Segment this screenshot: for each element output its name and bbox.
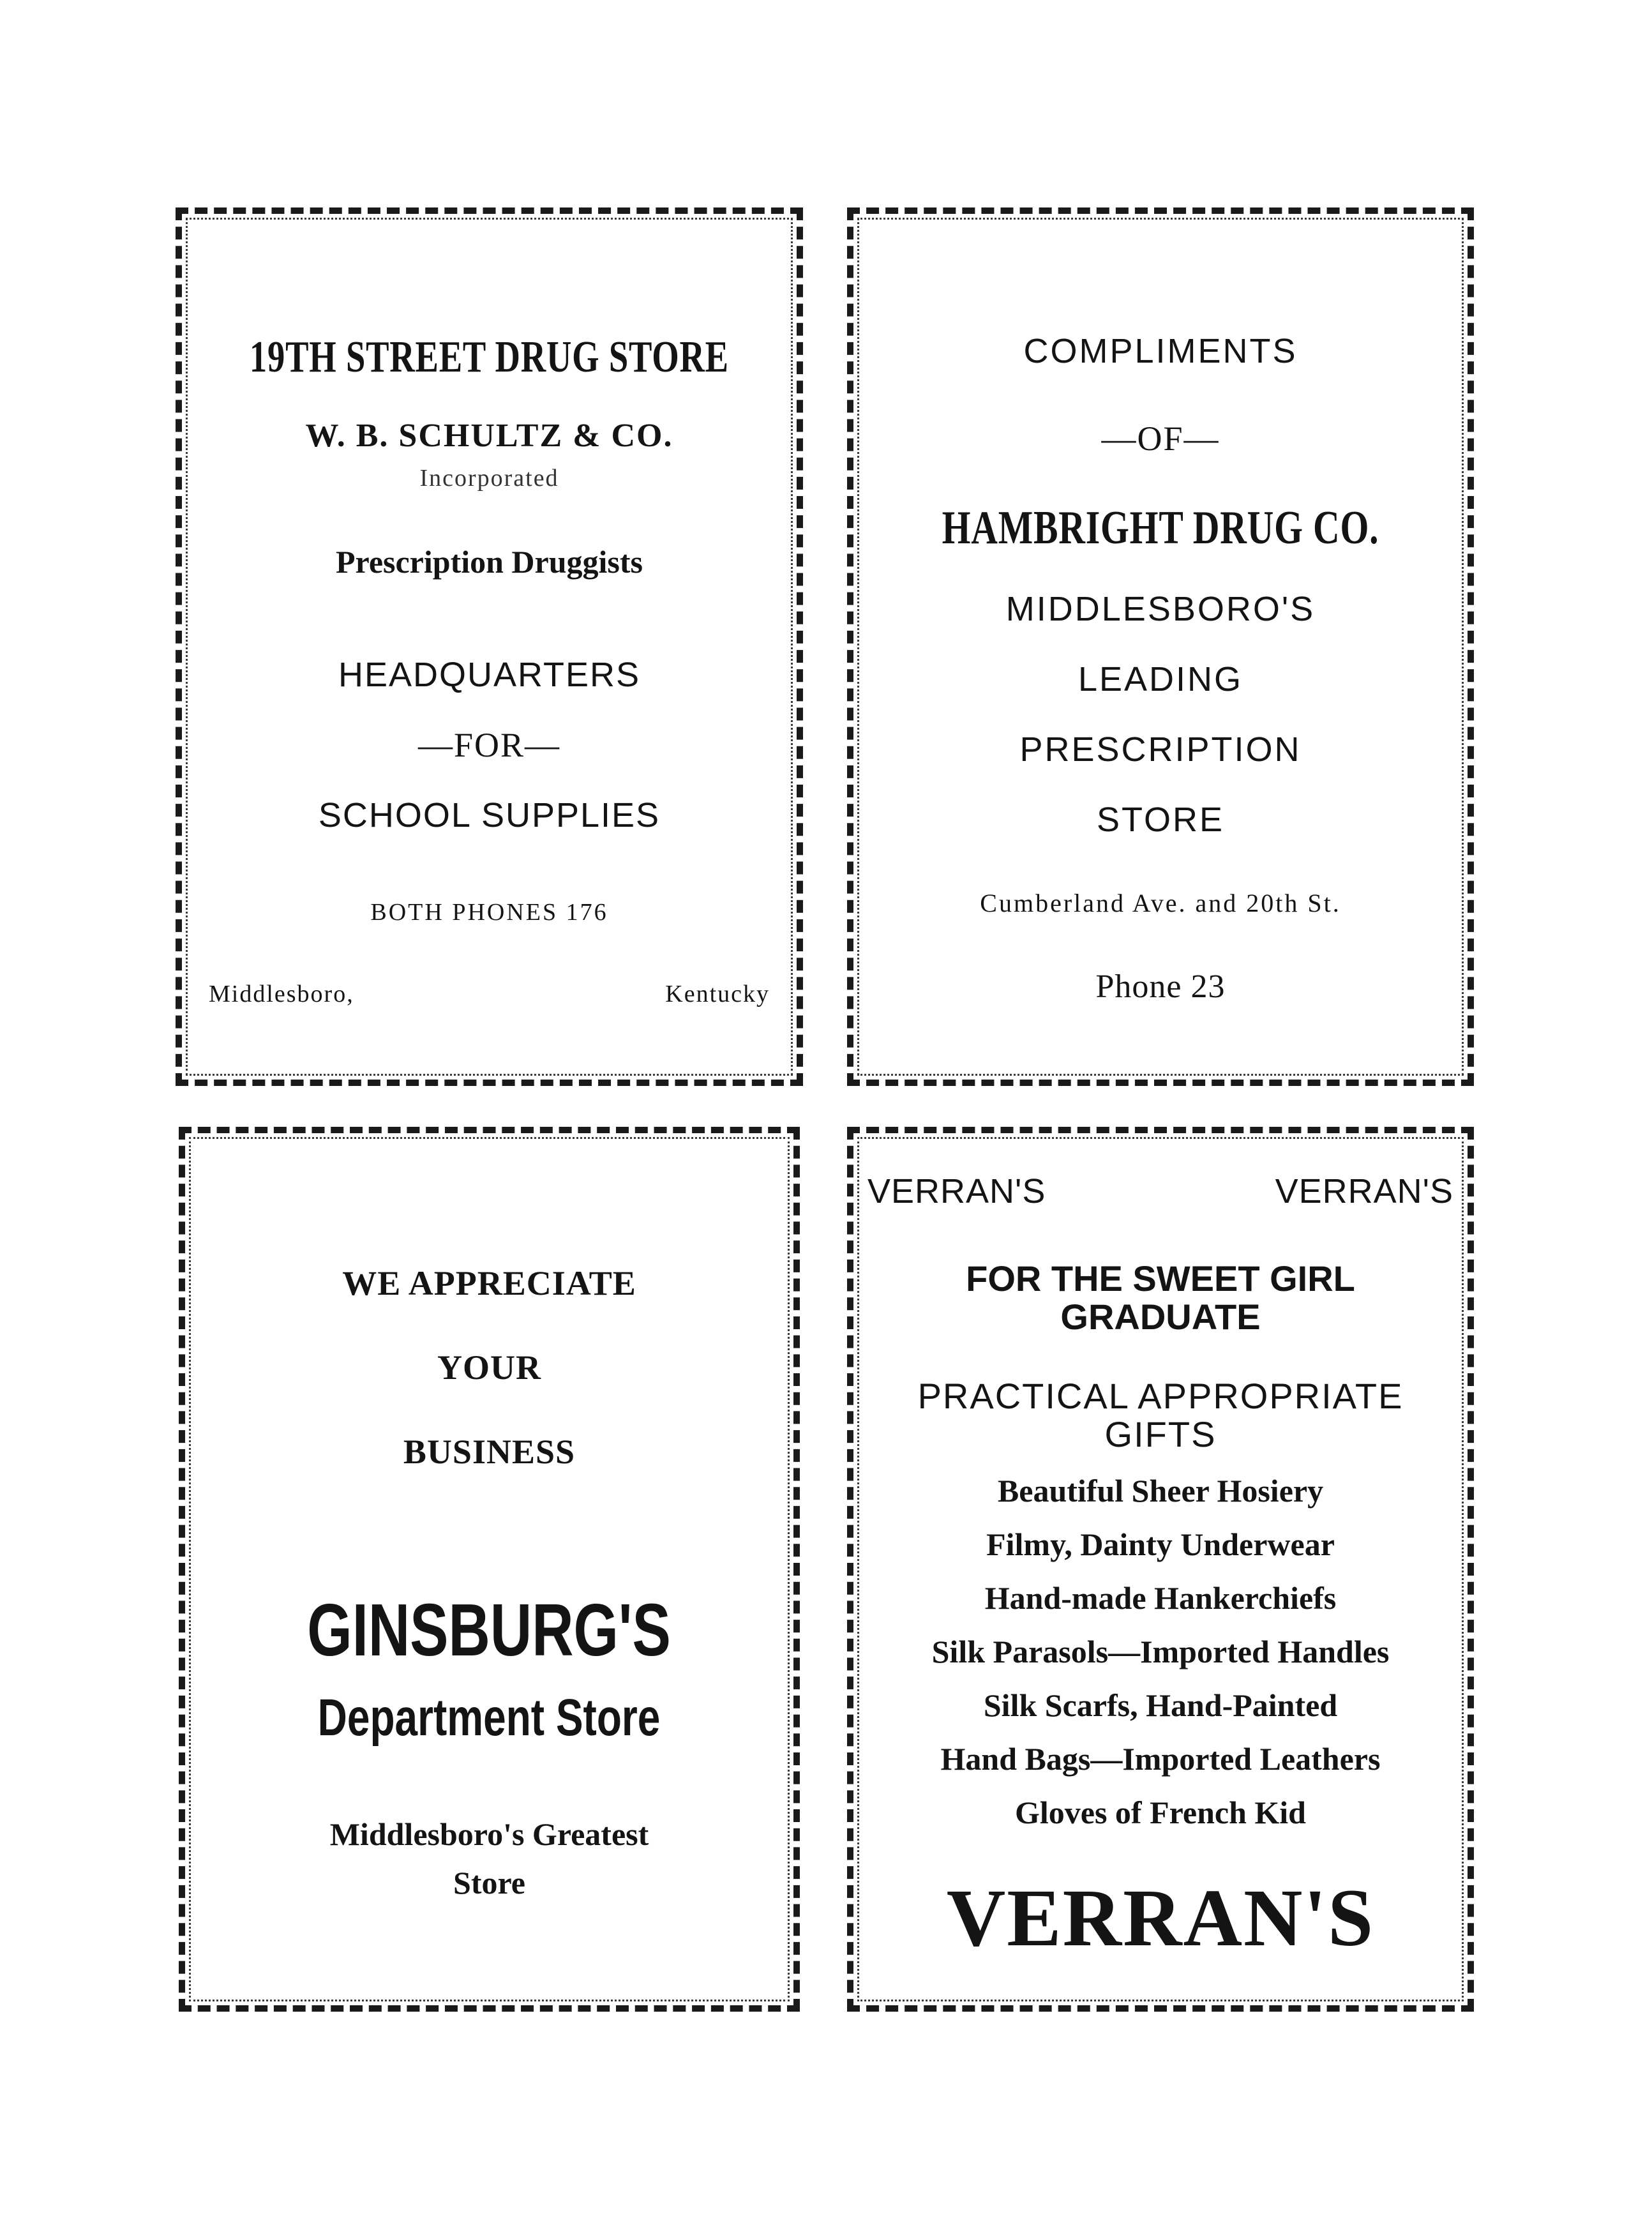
ad1-tagline: Prescription Druggists (336, 544, 643, 580)
ad2-compliments: COMPLIMENTS (1023, 332, 1298, 370)
ad3-store-name: GINSBURG'S (307, 1588, 672, 1671)
ad3-slogan: Middlesboro's Greatest Store (329, 1816, 649, 1901)
ad2-line: LEADING (1078, 660, 1243, 698)
ad1-city: Middlesboro, (209, 981, 354, 1007)
ad1-state: Kentucky (665, 981, 770, 1007)
ad4-brand: VERRAN'S (946, 1872, 1375, 1963)
ad4-top-left-name: VERRAN'S (867, 1172, 1046, 1210)
ad2-line: PRESCRIPTION (1019, 730, 1302, 769)
ad-hambright-drug-co (847, 207, 1474, 1086)
ad1-incorporated: Incorporated (419, 465, 559, 492)
ad4-gift-item: Filmy, Dainty Underwear (986, 1526, 1335, 1562)
ad1-for: —FOR— (417, 726, 561, 764)
ad-19th-street-drug-store (176, 207, 803, 1086)
ad2-address: Cumberland Ave. and 20th St. (980, 889, 1341, 917)
ad4-gift-item: Beautiful Sheer Hosiery (997, 1473, 1324, 1509)
ad2-phone: Phone 23 (1095, 968, 1226, 1005)
ad-ginsburgs-department-store (179, 1127, 800, 2012)
ad4-gift-item: Gloves of French Kid (1014, 1795, 1306, 1830)
ad4-subheading: PRACTICAL APPROPRIATE GIFTS (917, 1376, 1404, 1454)
ad1-headquarters: HEADQUARTERS (338, 656, 641, 694)
ad4-gift-item: Hand-made Hankerchiefs (984, 1580, 1337, 1616)
ad3-subtitle: Department Store (318, 1689, 661, 1747)
ad3-line: YOUR (437, 1348, 541, 1387)
ad2-line: MIDDLESBORO'S (1005, 590, 1316, 628)
ad4-heading: FOR THE SWEET GIRL GRADUATE (966, 1258, 1355, 1337)
ad4-gift-item: Silk Scarfs, Hand-Painted (983, 1687, 1338, 1723)
ad1-title: 19TH STREET DRUG STORE (250, 333, 729, 382)
ad1-school-supplies: SCHOOL SUPPLIES (318, 796, 661, 834)
ad4-top-right-name: VERRAN'S (1275, 1172, 1453, 1210)
ad3-line: WE APPRECIATE (342, 1264, 636, 1302)
ad2-store-name: HAMBRIGHT DRUG CO. (942, 502, 1379, 554)
ad2-line: STORE (1096, 801, 1225, 839)
ad4-gift-item: Silk Parasols—Imported Handles (931, 1634, 1390, 1669)
ad4-gift-item: Hand Bags—Imported Leathers (940, 1741, 1381, 1777)
ad3-line: BUSINESS (403, 1433, 576, 1471)
ad-verrans (847, 1127, 1474, 2012)
ad1-company: W. B. SCHULTZ & CO. (305, 418, 673, 454)
ad2-of: —OF— (1101, 419, 1220, 458)
ad1-phones: BOTH PHONES 176 (370, 899, 608, 926)
